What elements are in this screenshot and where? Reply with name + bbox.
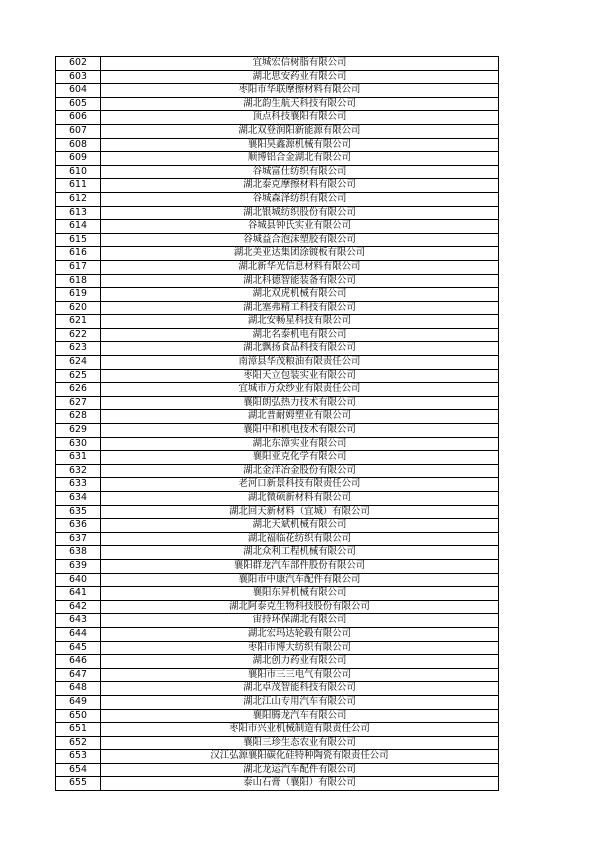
company-name: 宜城市万众纱业有限责任公司 xyxy=(101,383,499,397)
row-number: 635 xyxy=(56,505,101,519)
row-number: 603 xyxy=(56,70,101,84)
table-row xyxy=(56,736,499,750)
row-number: 652 xyxy=(56,736,101,750)
table-row xyxy=(56,57,499,71)
table-row xyxy=(56,410,499,424)
table-row xyxy=(56,627,499,641)
table-row xyxy=(56,546,499,560)
row-number: 629 xyxy=(56,424,101,438)
table-row xyxy=(56,206,499,220)
company-name: 宜城宏信树脂有限公司 xyxy=(101,57,499,71)
table-row xyxy=(56,328,499,342)
table-row xyxy=(56,478,499,492)
table-row xyxy=(56,614,499,628)
table-row xyxy=(56,383,499,397)
company-name: 湖北安畅星科技有限公司 xyxy=(101,315,499,329)
table-row xyxy=(56,124,499,138)
table-row xyxy=(56,573,499,587)
company-name: 湖北名泰机电有限公司 xyxy=(101,328,499,342)
row-number: 609 xyxy=(56,152,101,166)
row-number: 631 xyxy=(56,451,101,465)
row-number: 646 xyxy=(56,655,101,669)
row-number: 647 xyxy=(56,668,101,682)
company-name: 襄阳腾龙汽车有限公司 xyxy=(101,709,499,723)
table-row xyxy=(56,587,499,601)
row-number: 615 xyxy=(56,233,101,247)
table-row xyxy=(56,600,499,614)
company-name: 谷城县钟氏实业有限公司 xyxy=(101,220,499,234)
company-name: 湖北双虎机械有限公司 xyxy=(101,288,499,302)
table-row xyxy=(56,519,499,533)
company-name: 湖北东漳实业有限公司 xyxy=(101,437,499,451)
table-row xyxy=(56,505,499,519)
row-number: 641 xyxy=(56,587,101,601)
row-number: 623 xyxy=(56,342,101,356)
table-row xyxy=(56,655,499,669)
row-number: 650 xyxy=(56,709,101,723)
company-name: 襄阳中和机电技术有限公司 xyxy=(101,424,499,438)
company-name: 谷城森泽纺织有限公司 xyxy=(101,192,499,206)
row-number: 613 xyxy=(56,206,101,220)
table-row xyxy=(56,668,499,682)
company-name: 襄阳三珍生态农业有限公司 xyxy=(101,736,499,750)
table-row xyxy=(56,233,499,247)
row-number: 612 xyxy=(56,192,101,206)
company-list-table xyxy=(55,56,499,791)
table-row xyxy=(56,220,499,234)
company-name: 襄阳市中康汽车配件有限公司 xyxy=(101,573,499,587)
row-number: 607 xyxy=(56,124,101,138)
row-number: 633 xyxy=(56,478,101,492)
table-row xyxy=(56,369,499,383)
company-name: 枣阳市博大纺织有限公司 xyxy=(101,641,499,655)
table-row xyxy=(56,709,499,723)
table-row xyxy=(56,138,499,152)
table-row xyxy=(56,179,499,193)
table-row xyxy=(56,152,499,166)
company-name: 湖北卓茂智能科技有限公司 xyxy=(101,682,499,696)
row-number: 645 xyxy=(56,641,101,655)
table-row xyxy=(56,288,499,302)
company-name: 湖北双登润阳新能源有限公司 xyxy=(101,124,499,138)
table-row xyxy=(56,464,499,478)
company-name: 谷城益合泡沫塑胶有限公司 xyxy=(101,233,499,247)
table-row xyxy=(56,84,499,98)
table-row xyxy=(56,437,499,451)
company-name: 湖北众利工程机械有限公司 xyxy=(101,546,499,560)
company-name: 湖北宏玛达轮毂有限公司 xyxy=(101,627,499,641)
company-name: 湖北韵生航天科技有限公司 xyxy=(101,97,499,111)
row-number: 653 xyxy=(56,750,101,764)
table-row xyxy=(56,424,499,438)
company-name: 枣阳天立包装实业有限公司 xyxy=(101,369,499,383)
company-name: 湖北泰克摩擦材料有限公司 xyxy=(101,179,499,193)
company-name: 顺博铝合金湖北有限公司 xyxy=(101,152,499,166)
table-row xyxy=(56,723,499,737)
table-row xyxy=(56,247,499,261)
row-number: 640 xyxy=(56,573,101,587)
table-row xyxy=(56,260,499,274)
company-name: 湖北龙运汽车配件有限公司 xyxy=(101,763,499,777)
row-number: 605 xyxy=(56,97,101,111)
company-name: 湖北天斌机械有限公司 xyxy=(101,519,499,533)
table-row xyxy=(56,192,499,206)
table-row xyxy=(56,695,499,709)
company-name: 老河口新景科技有限责任公司 xyxy=(101,478,499,492)
row-number: 604 xyxy=(56,84,101,98)
row-number: 655 xyxy=(56,777,101,791)
table-row xyxy=(56,301,499,315)
row-number: 608 xyxy=(56,138,101,152)
row-number: 618 xyxy=(56,274,101,288)
row-number: 644 xyxy=(56,627,101,641)
table-row xyxy=(56,70,499,84)
company-list-body xyxy=(56,57,499,791)
row-number: 614 xyxy=(56,220,101,234)
table-row xyxy=(56,274,499,288)
table-row xyxy=(56,492,499,506)
row-number: 619 xyxy=(56,288,101,302)
company-name: 枣阳市兴业机械制造有限责任公司 xyxy=(101,723,499,737)
row-number: 624 xyxy=(56,356,101,370)
row-number: 620 xyxy=(56,301,101,315)
row-number: 643 xyxy=(56,614,101,628)
company-name: 湖北科德智能装备有限公司 xyxy=(101,274,499,288)
company-name: 湖北美亚达集团涂镀板有限公司 xyxy=(101,247,499,261)
table-row xyxy=(56,559,499,573)
table-row xyxy=(56,342,499,356)
row-number: 617 xyxy=(56,260,101,274)
row-number: 627 xyxy=(56,396,101,410)
company-name: 泰山石膏（襄阳）有限公司 xyxy=(101,777,499,791)
company-name: 湖北福临花纺织有限公司 xyxy=(101,532,499,546)
row-number: 610 xyxy=(56,165,101,179)
company-name: 襄阳群龙汽车部件股份有限公司 xyxy=(101,559,499,573)
row-number: 634 xyxy=(56,492,101,506)
company-name: 湖北阿泰克生物科技股份有限公司 xyxy=(101,600,499,614)
row-number: 606 xyxy=(56,111,101,125)
row-number: 622 xyxy=(56,328,101,342)
row-number: 651 xyxy=(56,723,101,737)
row-number: 639 xyxy=(56,559,101,573)
company-name: 宙持环保湖北有限公司 xyxy=(101,614,499,628)
row-number: 632 xyxy=(56,464,101,478)
company-name: 襄阳市三三电气有限公司 xyxy=(101,668,499,682)
table-row xyxy=(56,451,499,465)
company-name: 湖北创力药业有限公司 xyxy=(101,655,499,669)
company-name: 湖北新华光信息材料有限公司 xyxy=(101,260,499,274)
row-number: 628 xyxy=(56,410,101,424)
row-number: 638 xyxy=(56,546,101,560)
row-number: 626 xyxy=(56,383,101,397)
company-name: 南漳县华茂粮油有限责任公司 xyxy=(101,356,499,370)
table-row xyxy=(56,777,499,791)
table-row xyxy=(56,532,499,546)
table-row xyxy=(56,682,499,696)
table-row xyxy=(56,750,499,764)
table-row xyxy=(56,315,499,329)
company-name: 枣阳市华联摩擦材料有限公司 xyxy=(101,84,499,98)
row-number: 616 xyxy=(56,247,101,261)
company-name: 襄阳朗弘热力技术有限公司 xyxy=(101,396,499,410)
row-number: 630 xyxy=(56,437,101,451)
row-number: 611 xyxy=(56,179,101,193)
row-number: 648 xyxy=(56,682,101,696)
company-name: 湖北微硕新材料有限公司 xyxy=(101,492,499,506)
company-name: 谷城富仕纺织有限公司 xyxy=(101,165,499,179)
table-row xyxy=(56,356,499,370)
company-name: 顶点科技襄阳有限公司 xyxy=(101,111,499,125)
row-number: 642 xyxy=(56,600,101,614)
row-number: 654 xyxy=(56,763,101,777)
row-number: 625 xyxy=(56,369,101,383)
company-name: 汉江弘源襄阳碳化硅特种陶瓷有限责任公司 xyxy=(101,750,499,764)
company-name: 襄阳亚克化学有限公司 xyxy=(101,451,499,465)
table-row xyxy=(56,763,499,777)
company-name: 湖北思安药业有限公司 xyxy=(101,70,499,84)
row-number: 637 xyxy=(56,532,101,546)
company-name: 襄阳东昇机械有限公司 xyxy=(101,587,499,601)
table-row xyxy=(56,641,499,655)
company-name: 湖北银城纺织股份有限公司 xyxy=(101,206,499,220)
company-name: 襄阳昊鑫源机械有限公司 xyxy=(101,138,499,152)
company-name: 湖北金洋冶金股份有限公司 xyxy=(101,464,499,478)
company-name: 湖北塞弗精工科技有限公司 xyxy=(101,301,499,315)
company-name: 湖北回天新材料（宜城）有限公司 xyxy=(101,505,499,519)
row-number: 621 xyxy=(56,315,101,329)
row-number: 636 xyxy=(56,519,101,533)
company-name: 湖北江山专用汽车有限公司 xyxy=(101,695,499,709)
table-row xyxy=(56,111,499,125)
table-row xyxy=(56,396,499,410)
company-name: 湖北普耐姆塑业有限公司 xyxy=(101,410,499,424)
table-row xyxy=(56,97,499,111)
row-number: 649 xyxy=(56,695,101,709)
company-name: 湖北飘扬食品科技有限公司 xyxy=(101,342,499,356)
row-number: 602 xyxy=(56,57,101,71)
table-row xyxy=(56,165,499,179)
